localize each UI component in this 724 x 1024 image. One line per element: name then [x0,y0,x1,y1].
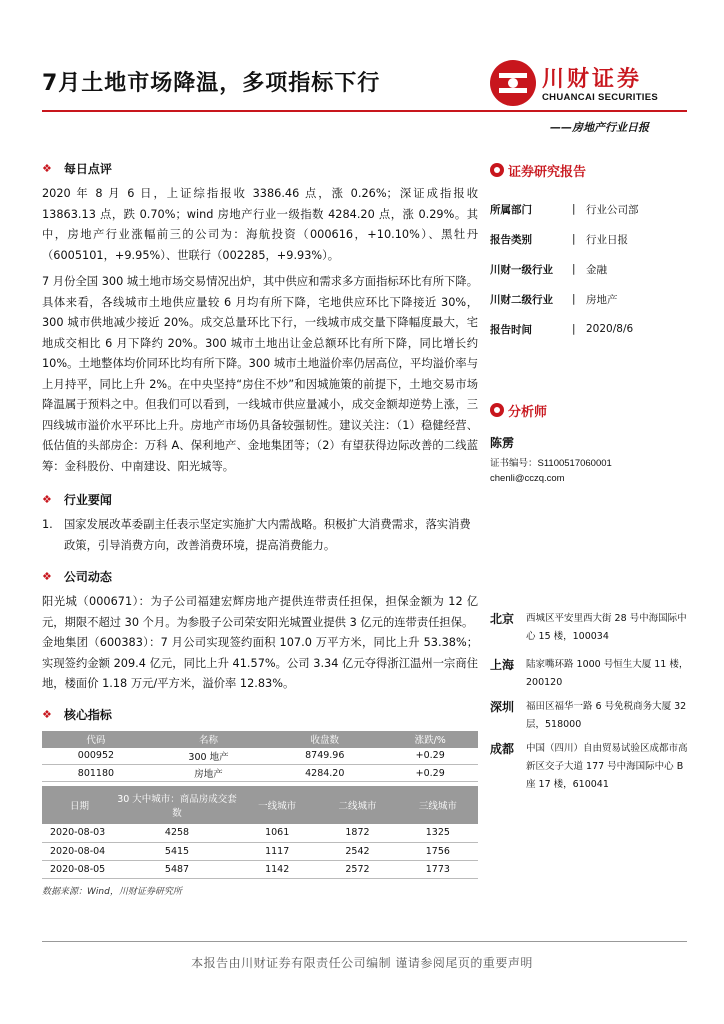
diamond-bullet-icon: ❖ [42,569,52,583]
report-type-heading: 证券研究报告 [490,160,690,180]
daily-paragraph-1: 2020 年 8 月 6 日，上证综指报收 3386.46 点，涨 0.26%；深证成指报收 13863.13 点，跌 0.70%；wind 房地产行业一级指数 4284.20 点，涨 0.29%。其中，房地产行业涨幅前三的公司为：海航投资（000616，+10.10%）、黑牡丹（6005101，+9.95%）、世联行（002285，+9.93%）。 [42,187,478,262]
company-paragraph-1: 阳光城（000671）：为子公司福建宏辉房地产提供连带责任担保，担保金额为 12 亿元，期限不超过 30 个月。为参股子公司荣安阳光城置业提供 3 亿元的连带责任担保。 [42,595,478,629]
office-chengdu: 成都 中国（四川）自由贸易试验区成都市高新区交子大道 177 号中海国际中心 B 座 17 楼，610041 [490,742,688,790]
report-icon [490,163,504,177]
table-row: 2020-08-04 5415 1117 2542 1756 [42,842,478,860]
report-info [490,194,690,344]
section-industry-heading: ❖ 行业要闻 [42,492,112,507]
info-row-department: 所属部门 | 行业公司部 [490,203,639,216]
analyst-cert: 证书编号：S1100517060001 [490,458,612,469]
company-paragraph-2: 金地集团（600383）：7 月公司实现签约面积 107.0 万平方米，同比上升 53.38%；实现签约金额 209.4 亿元，同比上升 41.57%。公司 3.34 亿元夺得浙江温州一宗商住地，楼面价 1.18 万元/平方米，溢价率 12.83%。 [42,636,478,690]
transaction-table: 日期 30 大中城市：商品房成交套数 一线城市 二线城市 三线城市 2020-08-03 4258 1061 1872 1325 2020-08-04 5415 1117 2542 1756 2020-08-05 5487 1142 2572 1773 [42,786,478,879]
footer-disclaimer: 本报告由川财证券有限责任公司编制 谨请参阅尾页的重要声明 [191,956,533,970]
office-shanghai: 上海 陆家嘴环路 1000 号恒生大厦 11 楼，200120 [490,658,689,688]
analyst-name: 陈雳 [490,436,515,450]
section-core-heading: ❖ 核心指标 [42,708,112,722]
main-content [42,150,478,897]
diamond-bullet-icon: ❖ [42,492,52,506]
analyst-heading: 分析师 [490,400,690,420]
table-row: 2020-08-03 4258 1061 1872 1325 [42,824,478,842]
logo-cn-text: 川财证券 [542,67,643,92]
table-row: 2020-08-05 5487 1142 2572 1773 [42,860,478,878]
diamond-bullet-icon: ❖ [42,161,52,175]
section-daily-heading: ❖ 每日点评 [42,161,112,176]
logo-mark-icon [490,60,536,106]
analyst-icon [490,403,504,417]
diamond-bullet-icon: ❖ [42,708,52,721]
info-row-category: 报告类别 | 行业日报 [490,233,628,246]
office-beijing: 北京 西城区平安里西大街 28 号中海国际中心 15 楼，100034 [490,612,687,642]
index-table: 代码 名称 收盘数 涨跌/% 000952 300 地产 8749.96 +0.29 801180 房地产 4284.20 +0.29 [42,731,478,783]
section-company-heading: ❖ 公司动态 [42,569,112,584]
logo-en-text: CHUANCAI SECURITIES [542,92,659,103]
info-row-level2: 川财二级行业 | 房地产 [490,293,618,306]
company-logo [490,60,690,110]
table-row: 000952 300 地产 8749.96 +0.29 [42,748,478,765]
data-source-note: 数据来源：Wind，川财证券研究所 [42,886,182,897]
report-subtitle: ——房地产行业日报 [550,121,649,134]
info-row-level1: 川财一级行业 | 金融 [490,263,607,276]
report-title: 7月土地市场降温，多项指标下行 [42,71,381,96]
daily-paragraph-2: 7 月份全国 300 城土地市场交易情况出炉，其中供应和需求多方面指标环比有所下降。具体来看，各线城市土地供应量较 6 月均有所下降，宅地供应环比下降接近 30%，300 城市供地减少接近 20%。成交总量环比下行，一线城市成交量下降幅度最大，宅地成交相比 6 月下降约 20%。300 城市土地出让金总额环比有所下降，同比增长约 10%。土地整体均价同环比均有所下降。300 城市土地溢价率仍居高位，平均溢价率与上月持平，同比上升 2%。在中央坚持“房住不炒”和因城施策的前提下，土地交易市场降温属于预料之中。但我们可以看到，一线城市供应量减小，成交金额却逆势上涨，三四线城市溢价水平环比上升。房地产市场仍具备较强韧性。建议关注：（1）稳健经营、低估值的头部房企：万科 A、保利地产、金地集团等；（2）有望获得边际改善的二线蓝筹：金科股份、中南建设、阳光城等。 [42,275,478,473]
office-shenzhen: 深圳 福田区福华一路 6 号免税商务大厦 32 层，518000 [490,700,687,730]
analyst-email[interactable]: chenli@cczq.com [490,473,565,484]
table-row: 801180 房地产 4284.20 +0.29 [42,765,478,782]
footer-divider [42,941,687,942]
industry-news-item: 1. 国家发展改革委副主任表示坚定实施扩大内需战略。积极扩大消费需求，落实消费政策，引导消费方向，改善消费环境，提高消费能力。 [42,518,471,552]
info-row-date: 报告时间 | 2020/8/6 [490,323,634,336]
header-divider [42,110,687,112]
sidebar [490,160,690,484]
